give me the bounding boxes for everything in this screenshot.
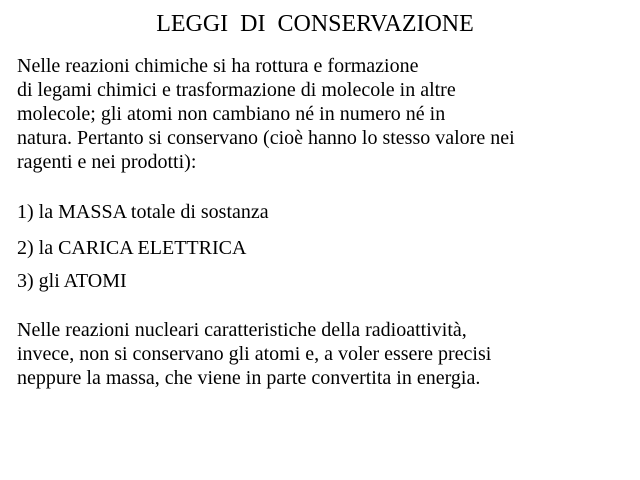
intro-line: molecole; gli atomi non cambiano né in numero né in <box>17 103 446 125</box>
slide-title: LEGGI DI CONSERVAZIONE <box>156 11 474 37</box>
list-item-charge: 2) la CARICA ELETTRICA <box>17 237 247 259</box>
intro-paragraph <box>17 54 637 174</box>
intro-line: ragenti e nei prodotti): <box>17 151 197 173</box>
nuclear-line: neppure la massa, che viene in parte convertita in energia. <box>17 367 481 389</box>
nuclear-line: Nelle reazioni nucleari caratteristiche della radioattività, <box>17 319 467 341</box>
nuclear-line: invece, non si conservano gli atomi e, a voler essere precisi <box>17 343 492 365</box>
list-item-atoms: 3) gli ATOMI <box>17 270 127 292</box>
intro-line: Nelle reazioni chimiche si ha rottura e formazione <box>17 55 419 77</box>
nuclear-paragraph <box>17 318 637 390</box>
intro-line: di legami chimici e trasformazione di molecole in altre <box>17 79 456 101</box>
list-item-mass: 1) la MASSA totale di sostanza <box>17 201 269 223</box>
intro-line: natura. Pertanto si conservano (cioè hanno lo stesso valore nei <box>17 127 515 149</box>
